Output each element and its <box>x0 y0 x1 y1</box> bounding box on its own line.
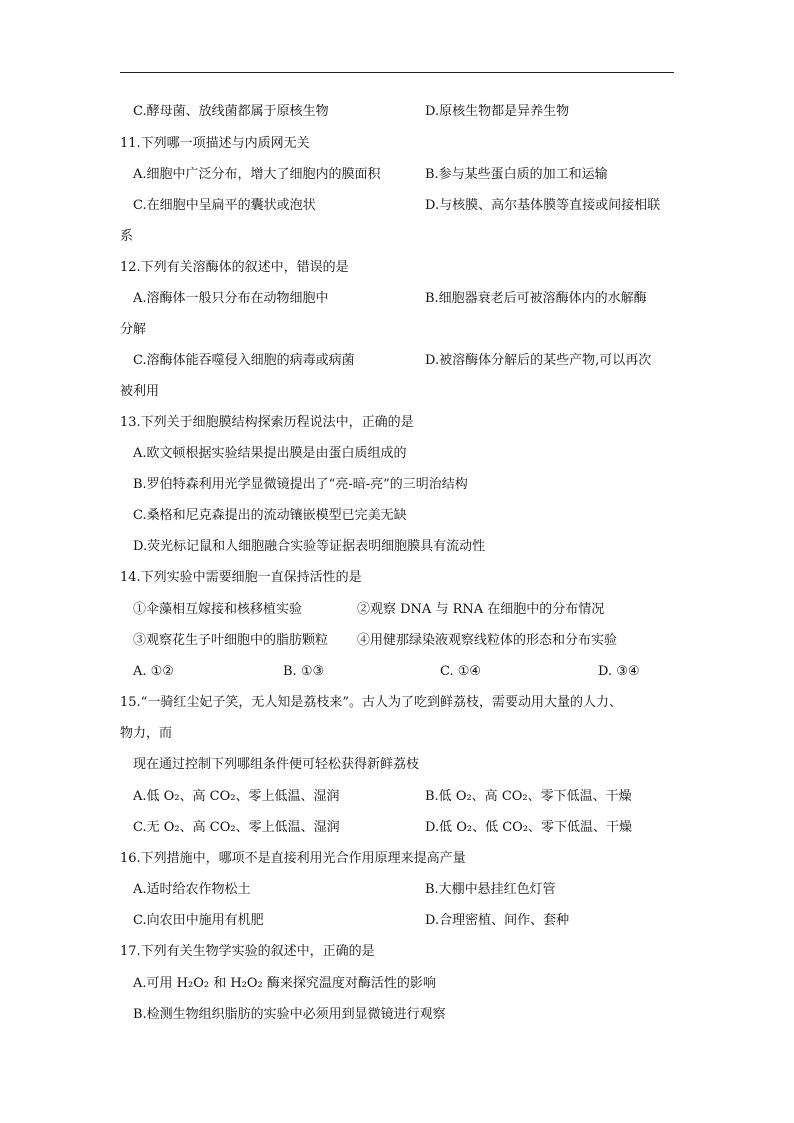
q11-option-d: D.与核膜、高尔基体膜等直接或间接相联 <box>425 198 661 213</box>
q12-option-a: A.溶酶体一般只分布在动物细胞中 <box>133 291 329 306</box>
q14-stem: 14.下列实验中需要细胞一直保持活性的是 <box>120 570 362 585</box>
q14-item-4: ④用健那绿染液观察线粒体的形态和分布实验 <box>357 633 618 648</box>
q11-stem: 11.下列哪一项描述与内质网无关 <box>120 136 310 151</box>
q11-option-b: B.参与某些蛋白质的加工和运输 <box>425 167 608 182</box>
q11-option-c: C.在细胞中呈扁平的囊状或泡状 <box>133 198 316 213</box>
q11-option-a: A.细胞中广泛分布，增大了细胞内的膜面积 <box>133 167 381 182</box>
q12-option-d: D.被溶酶体分解后的某些产物,可以再次 <box>425 353 652 368</box>
q13-option-a: A.欧文顿根据实验结果提出膜是由蛋白质组成的 <box>133 446 407 461</box>
q14-item-3: ③观察花生子叶细胞中的脂肪颗粒 <box>133 633 329 648</box>
q12-option-b: B.细胞器衰老后可被溶酶体内的水解酶 <box>425 291 647 306</box>
q14-option-d: D. ③④ <box>598 664 640 679</box>
q15-stem-line-3: 现在通过控制下列哪组条件便可轻松获得新鲜荔枝 <box>133 757 420 772</box>
q17-option-a: A.可用 H₂O₂ 和 H₂O₂ 酶来探究温度对酶活性的影响 <box>133 976 436 991</box>
q10-option-c: C.酵母菌、放线菌都属于原核生物 <box>133 104 329 119</box>
q15-stem-line-2: 物力，而 <box>120 726 173 741</box>
q10-option-d: D.原核生物都是异养生物 <box>425 104 570 119</box>
q12-option-d-wrap: 被利用 <box>120 384 160 399</box>
q16-option-a: A.适时给农作物松土 <box>133 882 251 897</box>
q14-option-c: C. ①④ <box>440 664 482 679</box>
q11-option-d-wrap: 系 <box>120 229 134 244</box>
q14-option-b: B. ①③ <box>283 664 325 679</box>
q16-stem: 16.下列措施中，哪项不是直接利用光合作用原理来提高产量 <box>120 851 466 866</box>
q14-item-1: ①伞藻相互嫁接和核移植实验 <box>133 602 303 617</box>
header-rule <box>120 72 674 73</box>
q16-option-c: C.向农田中施用有机肥 <box>133 913 264 928</box>
q17-stem: 17.下列有关生物学实验的叙述中，正确的是 <box>120 944 375 959</box>
q16-option-b: B.大棚中悬挂红色灯管 <box>425 882 556 897</box>
q15-option-c: C.无 O₂、高 CO₂、零上低温、湿润 <box>133 820 340 835</box>
q14-item-2: ②观察 DNA 与 RNA 在细胞中的分布情况 <box>357 602 605 617</box>
q16-option-d: D.合理密植、间作、套种 <box>425 913 570 928</box>
q14-option-a: A. ①② <box>133 664 174 679</box>
q12-option-c: C.溶酶体能吞噬侵入细胞的病毒或病菌 <box>133 353 355 368</box>
q12-option-b-wrap: 分解 <box>120 322 147 337</box>
q15-option-b: B.低 O₂、高 CO₂、零下低温、干燥 <box>425 789 632 804</box>
q15-option-d: D.低 O₂、低 CO₂、零下低温、干燥 <box>425 820 633 835</box>
q13-option-c: C.桑格和尼克森提出的流动镶嵌模型已完美无缺 <box>133 508 407 523</box>
q12-stem: 12.下列有关溶酶体的叙述中，错误的是 <box>120 260 349 275</box>
q13-option-b: B.罗伯特森利用光学显微镜提出了“亮-暗-亮”的三明治结构 <box>133 477 468 492</box>
q15-option-a: A.低 O₂、高 CO₂、零上低温、湿润 <box>133 789 340 804</box>
q17-option-b: B.检测生物组织脂肪的实验中必须用到显微镜进行观察 <box>133 1007 446 1022</box>
q13-stem: 13.下列关于细胞膜结构探索历程说法中，正确的是 <box>120 415 414 430</box>
q13-option-d: D.荧光标记鼠和人细胞融合实验等证据表明细胞膜具有流动性 <box>133 539 486 554</box>
q14-options-row <box>0 664 794 680</box>
q15-stem-line-1: 15.“一骑红尘妃子笑，无人知是荔枝来”。古人为了吃到鲜荔枝，需要动用大量的人力、 <box>120 695 622 710</box>
